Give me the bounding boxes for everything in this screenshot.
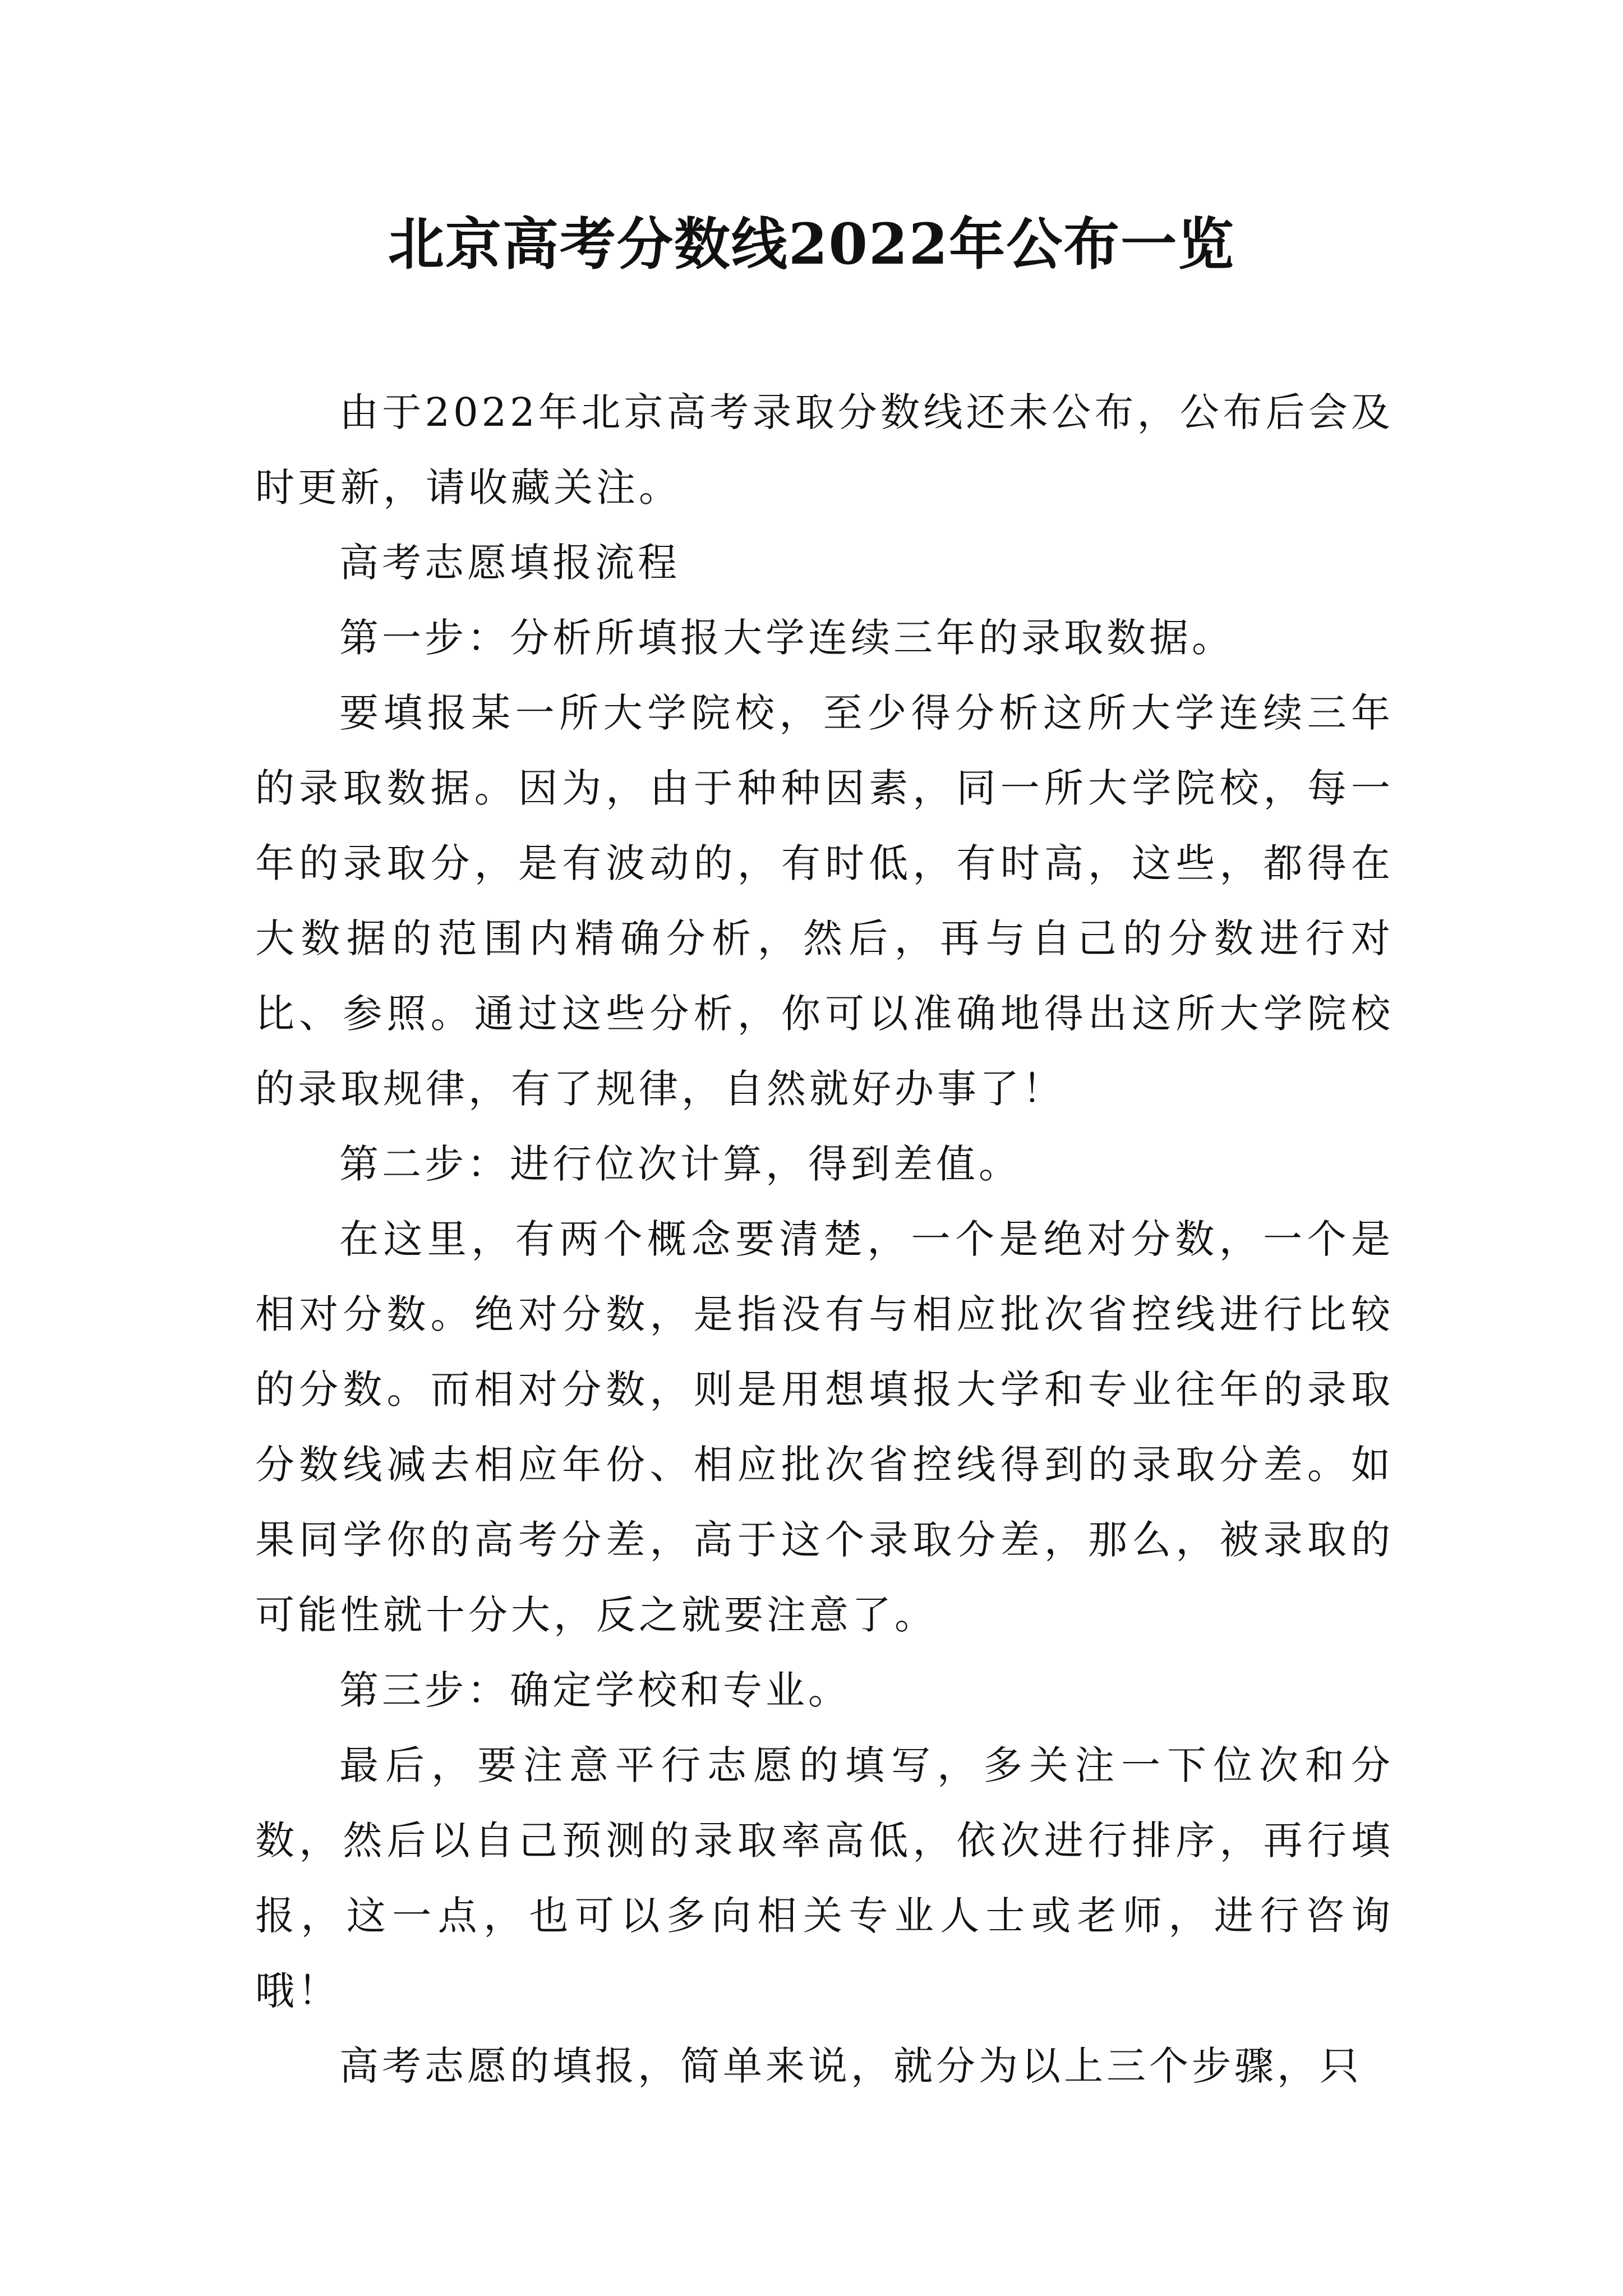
document-title: 北京高考分数线2022年公布一览 (388, 211, 1235, 277)
paragraph-step-two: 第二步：进行位次计算，得到差值。 (339, 1141, 1021, 1187)
paragraph-heading-process: 高考志愿填报流程 (339, 540, 680, 586)
paragraph-step-two-detail: 在这里，有两个概念要清楚，一个是绝对分数，一个是相对分数。绝对分数，是指没有与相应批次省控线进行比较的分数。而相对分数，则是用想填报大学和专业往年的录取分数线减去相应年份、相应批次省控线得到的录取分差。如果同学你的高考分差，高于这个录取分差，那么，被录取的可能性就十分大，反之就要注意了。 (255, 1216, 1394, 1638)
paragraph-step-three-detail: 最后，要注意平行志愿的填写，多关注一下位次和分数，然后以自己预测的录取率高低，依次进行排序，再行填报，这一点，也可以多向相关专业人士或老师，进行咨询哦！ (255, 1742, 1394, 2014)
paragraph-intro: 由于2022年北京高考录取分数线还未公布，公布后会及时更新，请收藏关注。 (255, 389, 1394, 510)
paragraph-step-three: 第三步：确定学校和专业。 (339, 1667, 851, 1713)
paragraph-step-one-detail: 要填报某一所大学院校，至少得分析这所大学连续三年的录取数据。因为，由于种种因素，同一所大学院校，每一年的录取分，是有波动的，有时低，有时高，这些，都得在大数据的范围内精确分析，然后，再与自己的分数进行对比、参照。通过这些分析，你可以准确地得出这所大学院校的录取规律，有了规律，自然就好办事了！ (255, 690, 1394, 1112)
paragraph-step-one: 第一步：分析所填报大学连续三年的录取数据。 (339, 615, 1234, 661)
paragraph-summary: 高考志愿的填报，简单来说，就分为以上三个步骤，只 (339, 2043, 1362, 2089)
document-body (255, 375, 1394, 2104)
